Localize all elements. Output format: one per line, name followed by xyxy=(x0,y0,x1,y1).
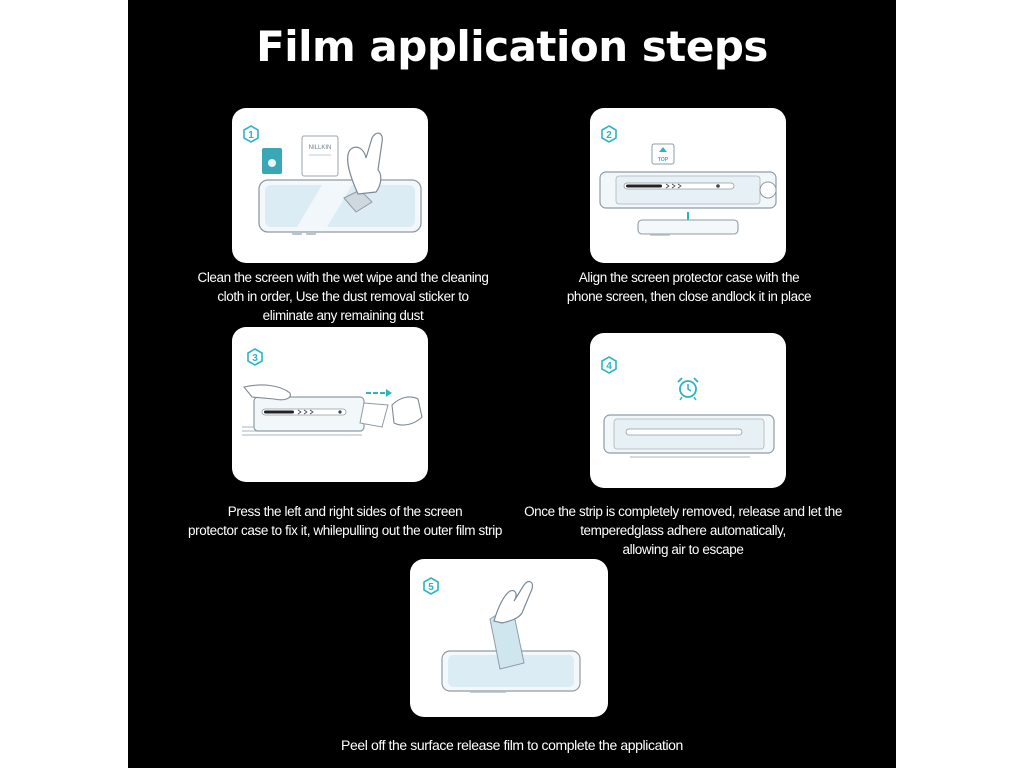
step-2-card xyxy=(590,108,786,263)
step-1-card xyxy=(232,108,428,263)
film-strip xyxy=(360,403,388,427)
hand-icon xyxy=(494,582,532,623)
step-number-badge xyxy=(248,349,262,365)
step-3-caption: Press the left and right sides of the screen protector case to fix it, whilepulling out the outer film strip xyxy=(188,504,502,538)
svg-text:4: 4 xyxy=(606,361,612,372)
step-4-caption: Once the strip is completely removed, release and let the temperedglass adhere automatically, allowing air to escape xyxy=(524,504,842,557)
step-1-caption: Clean the screen with the wet wipe and the cleaning cloth in order, Use the dust removal sticker to eliminate any remaining dust xyxy=(197,270,489,323)
page-title: Film application steps xyxy=(256,22,768,71)
step-number-badge xyxy=(424,578,438,594)
step-5-caption: Peel off the surface release film to complete the application xyxy=(341,737,683,753)
step-5-card xyxy=(410,559,608,717)
step-2-caption: Align the screen protector case with the phone screen, then close andlock it in place xyxy=(566,270,812,304)
svg-text:3: 3 xyxy=(252,353,258,364)
step-5-illustration xyxy=(410,559,608,717)
svg-text:1: 1 xyxy=(248,130,254,141)
step-number-badge xyxy=(244,126,258,142)
instruction-panel xyxy=(128,0,896,768)
phone-icon xyxy=(638,220,738,234)
step-number-badge xyxy=(602,357,616,373)
cleaning-cloth-icon xyxy=(302,136,338,176)
step-4-illustration xyxy=(590,333,786,488)
svg-text:2: 2 xyxy=(606,130,612,141)
step-1-illustration xyxy=(232,108,428,263)
left-hand-icon xyxy=(244,385,290,400)
svg-text:NILLKIN: NILLKIN xyxy=(308,145,332,151)
svg-text:TOP: TOP xyxy=(657,157,669,163)
alarm-clock-icon xyxy=(678,378,698,400)
arrow-right-icon xyxy=(386,389,392,397)
step-number-badge xyxy=(602,126,616,142)
step-4-card xyxy=(590,333,786,488)
step-2-illustration xyxy=(590,108,786,263)
svg-text:5: 5 xyxy=(428,582,434,593)
step-3-illustration xyxy=(232,327,428,482)
step-3-card xyxy=(232,327,428,482)
right-hand-icon xyxy=(392,397,422,425)
